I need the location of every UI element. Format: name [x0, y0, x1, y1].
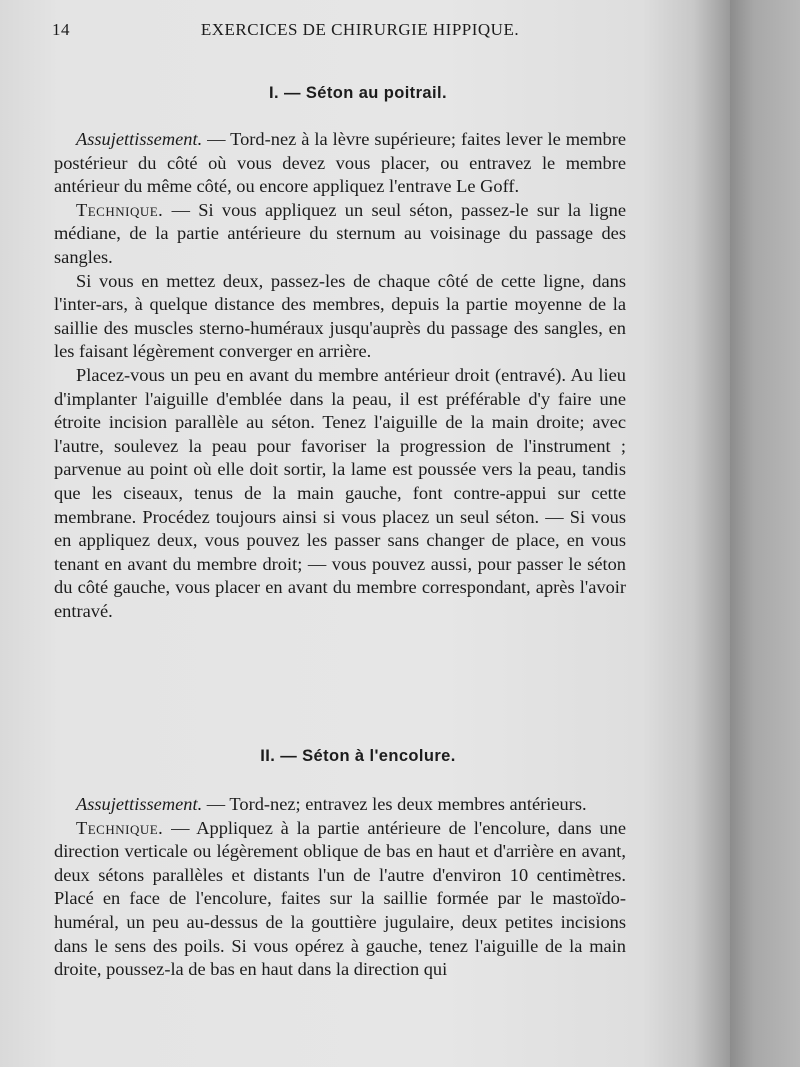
paragraph-text: — Tord-nez à la lèvre supérieure; faites lever le membre postérieur du côté où vous devez vous placer, ou entravez le membre antérieur du même côté, ou encore appliquez l'entrave Le Goff.	[54, 129, 626, 197]
page-number: 14	[52, 20, 70, 39]
paragraph-lead: Assujettissement.	[76, 129, 203, 149]
running-title: EXERCICES DE CHIRURGIE HIPPIQUE.	[200, 20, 520, 39]
paragraph: Placez-vous un peu en avant du membre antérieur droit (entravé). Au lieu d'implanter l'aiguille d'emblée dans la peau, il est préférable d'y faire une étroite incision parallèle au séton. Tenez l'aiguille de la main droite; avec l'autre, soulevez la peau pour favoriser la progression de l'instrument ; parvenue au point où elle doit sortir, la lame est poussée vers la peau, tandis que les ciseaux, tenus de la main gauche, font contre-appui sur cette membrane. Procédez toujours ainsi si vous placez un seul séton. — Si vous en appliquez deux, vous pouvez les passer sans changer de place, en vous tenant en avant du membre droit; — vous pouvez aussi, pour passer le séton du côté gauche, vous placer en avant du membre correspondant, après l'avoir entravé.	[54, 364, 626, 621]
paragraph-lead: Technique.	[76, 817, 164, 838]
section-title-seton-encolure: II. — Séton à l'encolure.	[260, 747, 456, 765]
paragraph	[54, 199, 626, 270]
paragraph	[54, 793, 626, 817]
paragraph-lead: Assujettissement.	[76, 794, 203, 814]
paragraph: Si vous en mettez deux, passez-les de chaque côté de cette ligne, dans l'inter-ars, à quelque distance des membres, depuis la partie moyenne de la saillie des muscles sterno-huméraux jusqu'auprès du passage des sangles, en les faisant légèrement converger en arrière.	[54, 270, 626, 362]
paragraph	[54, 817, 626, 982]
section-body-seton-poitrail	[54, 128, 626, 623]
page-gutter-edge	[730, 0, 800, 1067]
paragraph-text: — Appliquez à la partie antérieure de l'encolure, dans une direction verticale ou légèrement oblique de bas en haut et d'arrière en avant, deux sétons parallèles et distants l'un de l'autre d'environ 10 centimètres. Placé en face de l'encolure, faites sur la saillie formée par le mastoïdo-huméral, un peu au-dessus de la gouttière jugulaire, deux petites incisions dans le sens des poils. Si vous opérez à gauche, tenez l'aiguille de la main droite, poussez-la de bas en haut dans la direction qui	[54, 817, 626, 980]
paragraph	[54, 128, 626, 199]
paragraph-text: — Si vous appliquez un seul séton, passez-le sur la ligne médiane, de la partie antérieure du sternum au voisinage du passage des sangles.	[54, 199, 626, 267]
section-title-seton-poitrail: I. — Séton au poitrail.	[269, 84, 447, 102]
section-body-seton-encolure	[54, 793, 626, 982]
page-header	[52, 20, 628, 44]
paragraph-text: — Tord-nez; entravez les deux membres antérieurs.	[202, 794, 587, 814]
paragraph-lead: Technique.	[76, 199, 164, 220]
